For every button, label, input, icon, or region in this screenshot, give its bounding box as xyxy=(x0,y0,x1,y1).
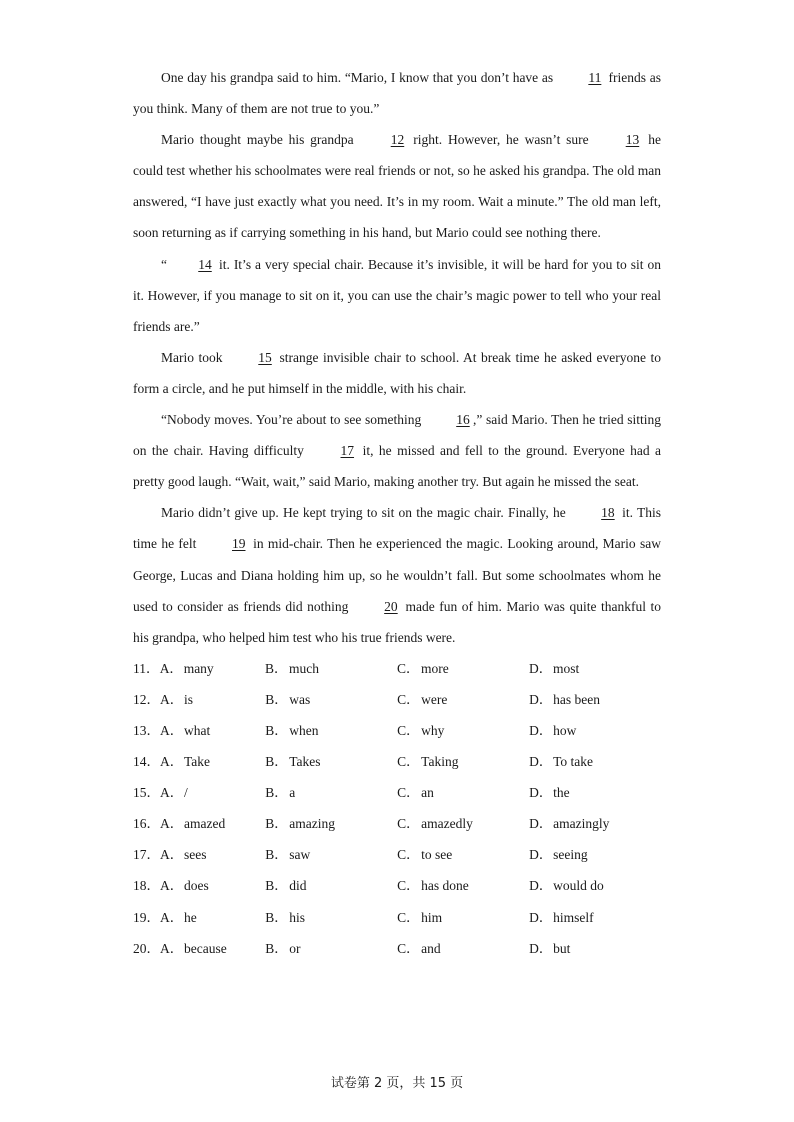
option-letter: A． xyxy=(160,940,184,956)
answer-option[interactable] xyxy=(160,653,265,684)
option-text: Take xyxy=(184,754,211,770)
option-text: how xyxy=(553,722,577,738)
answer-option[interactable] xyxy=(529,870,661,901)
option-letter: A． xyxy=(160,816,184,832)
answer-blank: 18 xyxy=(601,505,615,521)
question-number: 16． xyxy=(133,816,160,832)
passage-text: it, he missed and fell to the ground. Everyone had a pretty good laugh. “Wait, wait,” said Mario, making another try. But again he missed the seat. xyxy=(133,443,661,490)
option-text: more xyxy=(421,660,449,676)
option-letter: A． xyxy=(159,660,183,676)
option-letter: C． xyxy=(397,754,420,770)
option-letter: A． xyxy=(160,754,184,770)
answer-option[interactable] xyxy=(265,684,397,715)
answer-option[interactable] xyxy=(265,777,397,808)
option-text: and xyxy=(421,940,441,956)
passage-text: it. This time he felt xyxy=(133,505,661,552)
exam-page xyxy=(133,62,661,964)
option-letter: B． xyxy=(265,940,288,956)
answer-option[interactable] xyxy=(397,839,529,870)
question-number: 18． xyxy=(133,878,160,894)
question-number: 14． xyxy=(133,754,160,770)
passage-paragraph xyxy=(133,404,661,497)
passage-text: in mid-chair. Then he experienced the magic. Looking around, Mario saw George, Lucas and Diana holding him up, so he wouldn’t fall. But some schoolmates whom he used to consider as friends did nothing xyxy=(133,536,661,614)
answer-option[interactable] xyxy=(160,808,265,839)
answer-option[interactable] xyxy=(529,777,661,808)
answer-option[interactable] xyxy=(160,684,265,715)
option-letter: C． xyxy=(397,691,420,707)
question-row xyxy=(133,653,661,684)
question-number: 20． xyxy=(133,940,160,956)
option-text: Taking xyxy=(421,754,459,770)
option-letter: C． xyxy=(397,909,420,925)
answer-option[interactable] xyxy=(529,902,661,933)
option-letter: D． xyxy=(529,816,553,832)
answer-option[interactable] xyxy=(265,902,397,933)
passage-text: Mario didn’t give up. He kept trying to sit on the magic chair. Finally, he xyxy=(161,505,570,521)
question-row xyxy=(133,715,661,746)
option-letter: C． xyxy=(397,878,420,894)
answer-option[interactable] xyxy=(397,902,529,933)
answer-option[interactable] xyxy=(397,746,529,777)
question-number: 13． xyxy=(133,722,160,738)
option-text: has done xyxy=(421,878,469,894)
answer-option[interactable] xyxy=(529,684,661,715)
question-number: 15． xyxy=(133,785,160,801)
answer-option[interactable] xyxy=(529,746,661,777)
option-text: to see xyxy=(421,847,453,863)
answer-blank: 17 xyxy=(340,443,355,459)
option-letter: C． xyxy=(397,940,420,956)
passage-text: right. However, he wasn’t sure xyxy=(407,132,595,148)
option-text: has been xyxy=(553,691,600,707)
answer-option[interactable] xyxy=(397,870,529,901)
option-letter: C． xyxy=(397,660,420,676)
question-options xyxy=(133,653,661,964)
answer-option[interactable] xyxy=(529,715,661,746)
answer-option[interactable] xyxy=(529,808,661,839)
question-number: 19． xyxy=(133,909,160,925)
answer-option[interactable] xyxy=(265,808,397,839)
passage-paragraph xyxy=(133,249,661,342)
question-row xyxy=(133,808,661,839)
option-text: amazingly xyxy=(553,816,610,832)
option-text: were xyxy=(421,691,448,707)
option-letter: B． xyxy=(265,660,288,676)
passage-text: One day his grandpa said to him. “Mario, I know that you don’t have as xyxy=(161,70,557,85)
option-text: the xyxy=(553,785,570,801)
option-text: himself xyxy=(553,909,594,925)
answer-option[interactable] xyxy=(529,933,661,964)
answer-blank: 14 xyxy=(198,256,212,272)
answer-option[interactable] xyxy=(397,808,529,839)
passage-text: ,” said Mario. Then he tried sitting on the chair. Having difficulty xyxy=(133,412,661,459)
option-text: did xyxy=(289,878,307,894)
question-number: 12． xyxy=(133,691,160,707)
option-letter: B． xyxy=(265,722,288,738)
question-row xyxy=(133,839,661,870)
option-letter: D． xyxy=(529,940,553,956)
option-letter: A． xyxy=(160,722,184,738)
answer-option[interactable] xyxy=(397,715,529,746)
question-row xyxy=(133,684,661,715)
passage-paragraph xyxy=(133,342,661,404)
option-text: a xyxy=(289,785,296,801)
option-letter: B． xyxy=(265,691,288,707)
page-footer: 试卷第 2 页，共 15 页 xyxy=(330,1076,464,1091)
passage-text: made fun of him. Mario was quite thankful to his grandpa, who helped him test who his true friends were. xyxy=(133,598,661,645)
option-text: is xyxy=(184,691,194,707)
option-text: would do xyxy=(553,878,604,894)
question-row xyxy=(133,933,661,964)
option-text: seeing xyxy=(553,847,588,863)
option-letter: D． xyxy=(529,878,553,894)
answer-option[interactable] xyxy=(265,653,397,684)
option-letter: B． xyxy=(265,847,288,863)
question-row xyxy=(133,777,661,808)
option-letter: D． xyxy=(529,754,553,770)
passage-text: he could test whether his schoolmates were real friends or not, so he asked his grandpa. The old man answered, “I have just exactly what you need. It’s in my room. Wait a minute.” The old man left, soon returning as if carrying something in his hand, but Mario could see nothing there. xyxy=(133,132,661,241)
passage-text: friends as you think. Many of them are not true to you.” xyxy=(133,70,661,117)
answer-option[interactable] xyxy=(160,777,265,808)
option-letter: B． xyxy=(265,909,288,925)
answer-blank: 20 xyxy=(384,598,398,614)
option-letter: B． xyxy=(265,878,288,894)
answer-option[interactable] xyxy=(397,653,529,684)
option-text: was xyxy=(289,691,311,707)
option-text: sees xyxy=(184,847,207,863)
option-text: To take xyxy=(553,754,594,770)
question-row xyxy=(133,746,661,777)
answer-blank: 13 xyxy=(625,132,640,148)
passage-paragraph xyxy=(133,124,661,248)
option-letter: A． xyxy=(160,909,184,925)
option-text: because xyxy=(184,940,227,956)
option-letter: D． xyxy=(529,847,553,863)
option-text: does xyxy=(184,878,209,894)
option-letter: D． xyxy=(529,722,553,738)
option-text: why xyxy=(421,722,445,738)
answer-option[interactable] xyxy=(397,777,529,808)
passage-paragraph xyxy=(133,62,661,124)
option-text: amazedly xyxy=(421,816,473,832)
answer-blank: 19 xyxy=(232,536,246,552)
answer-option[interactable] xyxy=(265,870,397,901)
answer-option[interactable] xyxy=(160,839,265,870)
answer-option[interactable] xyxy=(160,870,265,901)
answer-option[interactable] xyxy=(265,715,397,746)
option-text: many xyxy=(183,660,214,676)
option-text: him xyxy=(421,909,443,925)
option-letter: B． xyxy=(265,754,288,770)
option-text: his xyxy=(289,909,306,925)
option-text: amazed xyxy=(184,816,226,832)
option-letter: C． xyxy=(397,847,420,863)
answer-blank: 11 xyxy=(588,70,602,85)
question-number: 17． xyxy=(133,847,160,863)
passage-paragraph xyxy=(133,497,661,652)
option-letter: A． xyxy=(160,847,184,863)
option-text: he xyxy=(184,909,197,925)
option-text: much xyxy=(289,660,319,676)
option-letter: B． xyxy=(265,785,288,801)
answer-blank: 16 xyxy=(456,412,470,428)
answer-option[interactable] xyxy=(160,902,265,933)
option-text: but xyxy=(553,940,571,956)
option-text: most xyxy=(553,660,580,676)
option-letter: D． xyxy=(529,909,553,925)
option-letter: D． xyxy=(529,785,553,801)
question-row xyxy=(133,902,661,933)
answer-option[interactable] xyxy=(265,933,397,964)
option-text: amazing xyxy=(289,816,335,832)
answer-option[interactable] xyxy=(265,839,397,870)
answer-option[interactable] xyxy=(160,933,265,964)
option-text: / xyxy=(184,785,188,801)
option-letter: D． xyxy=(529,691,553,707)
passage-text: Mario thought maybe his grandpa xyxy=(161,132,360,148)
answer-option[interactable] xyxy=(397,684,529,715)
option-text: or xyxy=(289,940,301,956)
option-text: an xyxy=(421,785,434,801)
answer-blank: 12 xyxy=(390,132,405,148)
passage-text: it. It’s a very special chair. Because it’s invisible, it will be hard for you to sit on it. However, if you manage to sit on it, you can use the chair’s magic power to tell who your real friends are.” xyxy=(133,256,661,334)
option-letter: D． xyxy=(529,660,553,676)
option-letter: C． xyxy=(397,722,420,738)
answer-blank: 15 xyxy=(258,349,272,365)
option-text: saw xyxy=(289,847,311,863)
option-letter: A． xyxy=(160,691,184,707)
passage-text: Mario took xyxy=(161,349,228,365)
answer-option[interactable] xyxy=(529,839,661,870)
option-letter: C． xyxy=(397,785,420,801)
answer-option[interactable] xyxy=(529,653,661,684)
passage-text: “ xyxy=(161,256,167,272)
answer-option[interactable] xyxy=(397,933,529,964)
passage-text: “Nobody moves. You’re about to see something xyxy=(161,412,425,428)
answer-option[interactable] xyxy=(160,746,265,777)
question-row xyxy=(133,870,661,901)
cloze-passage xyxy=(133,62,661,653)
answer-option[interactable] xyxy=(160,715,265,746)
option-letter: B． xyxy=(265,816,288,832)
option-letter: A． xyxy=(160,878,184,894)
option-text: Takes xyxy=(289,754,321,770)
option-letter: C． xyxy=(397,816,420,832)
answer-option[interactable] xyxy=(265,746,397,777)
option-letter: A． xyxy=(160,785,184,801)
option-text: what xyxy=(184,722,211,738)
question-number: 11． xyxy=(133,660,160,676)
option-text: when xyxy=(289,722,319,738)
passage-text: strange invisible chair to school. At break time he asked everyone to form a circle, and he put himself in the middle, with his chair. xyxy=(133,349,661,396)
